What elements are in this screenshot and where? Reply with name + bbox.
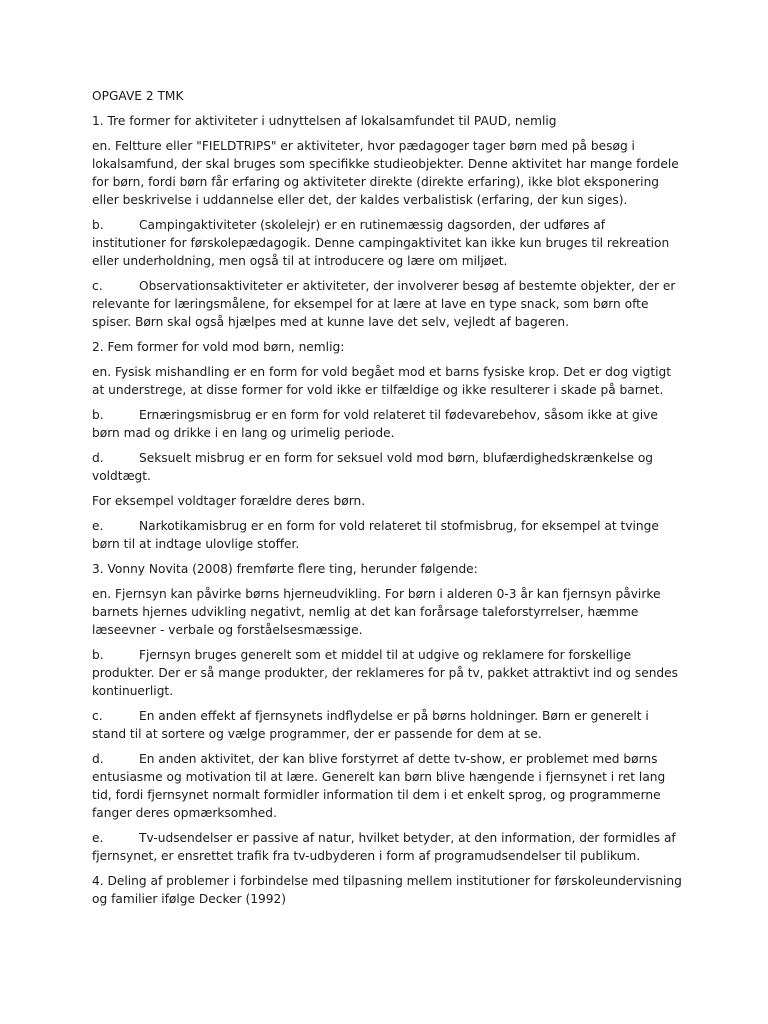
paragraph-text: Campingaktiviteter (skolelejr) er en rutinemæssig dagsorden, der udføres af institutioner for førskolepædagogik. Denne campingaktivitet kan ikke kun bruges til rekreation eller underholdning, men også til at introducere og lære om miljøet.: [92, 218, 670, 268]
paragraph: [92, 137, 682, 209]
paragraph: [92, 585, 682, 639]
paragraph-text: Fjernsyn bruges generelt som et middel til at udgive og reklamere for forskellige produkter. Der er så mange produkter, der reklameres for på tv, pakket attraktivt ind og sendes kontinuerligt.: [92, 648, 679, 698]
paragraph-text: En anden aktivitet, der kan blive forstyrret af dette tv-show, er problemet med børns entusiasme og motivation til at lære. Generelt kan børn blive hængende i fjernsynet i ret lang tid, fordi fjernsynet normalt formidler information til dem i et enkelt sprog, og programmerne fanger deres opmærksomhed.: [92, 752, 666, 820]
paragraph: [92, 707, 682, 743]
document-page: [92, 87, 682, 915]
paragraph: [92, 872, 682, 908]
paragraph: [92, 449, 682, 485]
paragraph-text: 1. Tre former for aktiviteter i udnyttelsen af lokalsamfundet til PAUD, nemlig: [92, 114, 557, 128]
document-title: OPGAVE 2 TMK: [92, 89, 184, 103]
paragraph-text: en. Fysisk mishandling er en form for vold begået mod et barns fysiske krop. Det er dog vigtigt at understrege, at disse former for vold ikke er tilfældige og ikke resulterer i skade på barnet.: [92, 365, 671, 397]
paragraph-text: Seksuelt misbrug er en form for seksuel vold mod børn, blufærdighedskrænkelse og voldtægt.: [92, 451, 654, 483]
paragraph: [92, 750, 682, 822]
paragraph: [92, 277, 682, 331]
paragraph: [92, 560, 682, 578]
paragraph: [92, 646, 682, 700]
list-marker: d.: [92, 752, 104, 766]
list-marker: b.: [92, 218, 104, 232]
list-marker: c.: [92, 279, 103, 293]
paragraph-text: Tv-udsendelser er passive af natur, hvilket betyder, at den information, der formidles af fjernsynet, er ensrettet trafik fra tv-udbyderen i form af programudsendelser til publikum.: [92, 831, 676, 863]
paragraph-text: Observationsaktiviteter er aktiviteter, der involverer besøg af bestemte objekter, der er relevante for læringsmålene, for eksempel for at lære at lave en type snack, som børn ofte spiser. Børn skal også hjælpes med at kunne lave det selv, vejledt af bageren.: [92, 279, 676, 329]
paragraph-text: For eksempel voldtager forældre deres børn.: [92, 494, 366, 508]
list-marker: e.: [92, 519, 104, 533]
paragraph-text: 2. Fem former for vold mod børn, nemlig:: [92, 340, 345, 354]
paragraph: [92, 216, 682, 270]
list-marker: e.: [92, 831, 104, 845]
paragraph-text: 3. Vonny Novita (2008) fremførte flere ting, herunder følgende:: [92, 562, 478, 576]
list-marker: b.: [92, 408, 104, 422]
paragraph: [92, 338, 682, 356]
list-marker: b.: [92, 648, 104, 662]
paragraph: [92, 492, 682, 510]
paragraph-text: en. Feltture eller "FIELDTRIPS" er aktiviteter, hvor pædagoger tager børn med på besøg i lokalsamfund, der skal bruges som specifikke studieobjekter. Denne aktivitet har mange fordele for børn, fordi børn får erfaring og aktiviteter direkte (direkte erfaring), ikke blot eksponering eller beskrivelse i uddannelse eller det, der kaldes verbalistisk (erfaring, der kun siges).: [92, 139, 679, 207]
paragraph: [92, 829, 682, 865]
paragraph-text: Narkotikamisbrug er en form for vold relateret til stofmisbrug, for eksempel at tvinge børn til at indtage ulovlige stoffer.: [92, 519, 659, 551]
paragraph-text: En anden effekt af fjernsynets indflydelse er på børns holdninger. Børn er generelt i stand til at sortere og vælge programmer, der er passende for dem at se.: [92, 709, 649, 741]
list-marker: d.: [92, 451, 104, 465]
list-marker: c.: [92, 709, 103, 723]
paragraph-text: 4. Deling af problemer i forbindelse med tilpasning mellem institutioner for førskoleundervisning og familier ifølge Decker (1992): [92, 874, 682, 906]
paragraph: [92, 112, 682, 130]
paragraph-text: en. Fjernsyn kan påvirke børns hjerneudvikling. For børn i alderen 0-3 år kan fjernsyn påvirke barnets hjernes udvikling negativt, nemlig at det kan forårsage taleforstyrrelser, hæmme læseevner - verbale og forståelsesmæssige.: [92, 587, 661, 637]
paragraph: [92, 363, 682, 399]
paragraph: [92, 517, 682, 553]
paragraph: [92, 406, 682, 442]
paragraph-text: Ernæringsmisbrug er en form for vold relateret til fødevarebehov, såsom ikke at give børn mad og drikke i en lang og urimelig periode.: [92, 408, 658, 440]
